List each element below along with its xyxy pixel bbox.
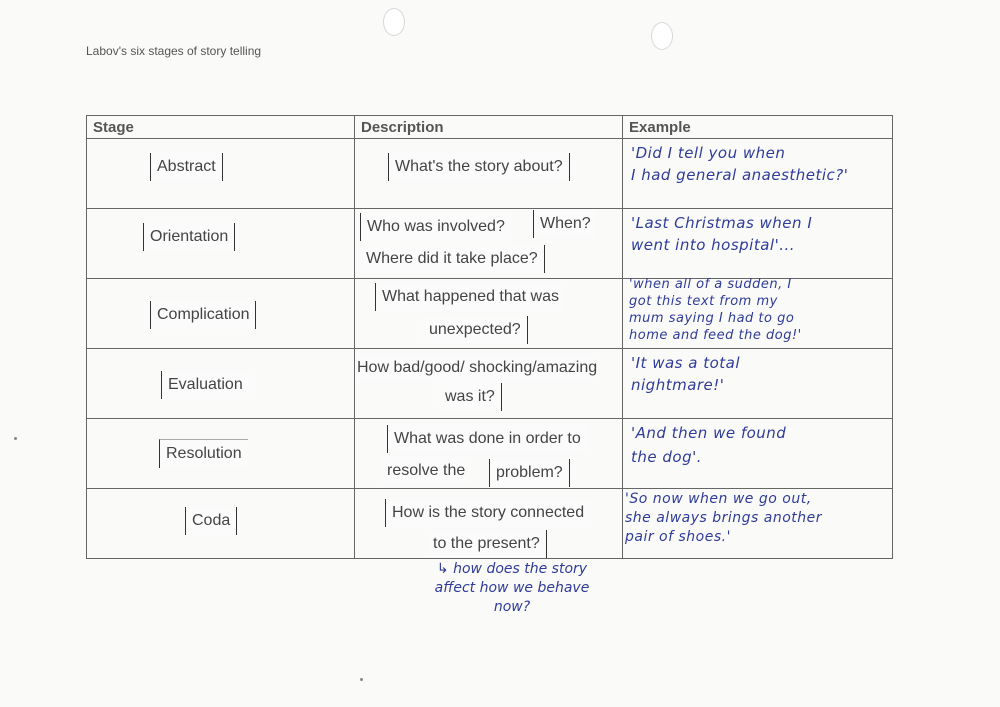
header-example: Example [623,116,893,139]
description-cell [355,489,623,559]
example-line: mum saying I had to go [629,311,795,326]
description-line: Who was involved? [360,213,511,241]
stage-cell [87,419,355,489]
example-line: the dog'. [631,448,702,466]
example-line: she always brings another [625,510,823,526]
description-line: Where did it take place? [360,245,545,273]
note-line: now? [493,599,531,615]
stage-cell [87,489,355,559]
description-line: resolve the [381,457,471,485]
example-cell [623,209,893,279]
example-line: went into hospital'... [631,236,796,254]
example-line: got this text from my [629,294,778,309]
stage-label: Orientation [143,223,235,251]
header-stage: Stage [87,116,355,139]
stage-label: Coda [185,507,237,535]
stage-label: Complication [150,301,256,329]
example-line: 'Did I tell you when [631,144,786,162]
description-line: was it? [439,383,502,411]
stages-table [86,115,893,559]
example-line: 'It was a total [631,354,740,372]
example-line: nightmare!' [631,376,725,394]
speck [14,437,17,440]
description-cell [355,279,623,349]
description-line: What was done in order to [387,425,587,453]
stage-label: Evaluation [161,371,249,399]
description-line: How bad/good/ shocking/amazing [355,354,599,382]
stage-label: Abstract [150,153,223,181]
example-line: 'So now when we go out, [625,491,812,507]
stage-cell [87,209,355,279]
example-line: pair of shoes.' [625,529,731,545]
table-row-abstract [87,139,893,209]
description-line: What's the story about? [388,153,570,181]
table-row-coda [87,489,893,559]
handwritten-note [392,560,632,617]
table-row-resolution [87,419,893,489]
example-line: home and feed the dog!' [629,328,802,343]
stage-label: Resolution [159,439,248,468]
note-line: ↳ how does the story [436,561,588,577]
description-line: to the present? [427,530,547,558]
description-line: When? [533,210,597,238]
table-row-complication [87,279,893,349]
description-line: problem? [489,459,570,487]
table-row-evaluation [87,349,893,419]
example-cell [623,139,893,209]
stage-cell [87,139,355,209]
description-line: unexpected? [423,316,528,344]
punch-hole-left [383,8,405,36]
example-line: 'Last Christmas when I [631,214,813,232]
description-cell [355,209,623,279]
example-cell [623,419,893,489]
speck [360,678,363,681]
example-cell [623,489,893,559]
stage-cell [87,349,355,419]
example-line: 'And then we found [631,424,787,442]
description-line: How is the story connected [385,499,590,527]
punch-hole-right [651,22,673,50]
description-cell [355,139,623,209]
description-cell [355,419,623,489]
stage-cell [87,279,355,349]
description-cell [355,349,623,419]
header-description: Description [355,116,623,139]
example-cell [623,349,893,419]
description-line: What happened that was [375,283,565,311]
table-row-orientation [87,209,893,279]
page-title: Labov's six stages of story telling [86,44,262,58]
note-line: affect how we behave [434,580,590,596]
example-line: 'when all of a sudden, I [629,277,792,292]
example-line: I had general anaesthetic?' [631,166,849,184]
example-cell [623,279,893,349]
